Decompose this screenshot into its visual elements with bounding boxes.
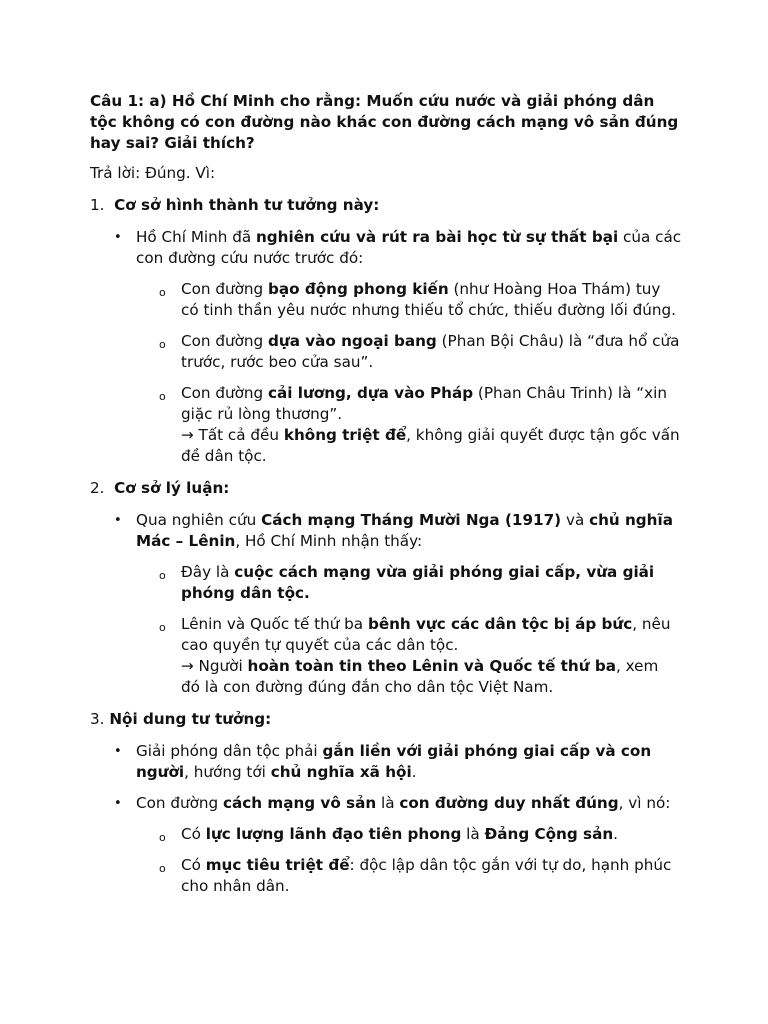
question-line: Câu 1: a) Hồ Chí Minh cho rằng: Muốn cứu nước và giải phóng dân [90, 92, 655, 110]
circle-bullet-icon: o [159, 286, 166, 299]
sub-item: o Lênin và Quốc tế thứ ba bênh vực các dân tộc bị áp bức, nêu cao quyền tự quyết của các dân tộc. → Người hoàn toàn tin theo Lênin và Quốc tế thứ ba, xem đó là con đường đúng đắn cho dân tộc Việt Nam. [159, 615, 671, 696]
section-number: 2. [90, 479, 105, 497]
sub-list [136, 562, 690, 698]
circle-bullet-icon: o [159, 831, 166, 844]
sub-item: o Đây là cuộc cách mạng vừa giải phóng giai cấp, vừa giải phóng dân tộc. [159, 563, 655, 602]
circle-bullet-icon: o [159, 390, 166, 403]
section-2 [90, 478, 690, 698]
sub-item: o Con đường bạo động phong kiến (như Hoàng Hoa Thám) tuy có tinh thần yêu nước nhưng thiếu tổ chức, thiếu đường lối đúng. [159, 280, 676, 319]
bullet-icon: • [114, 230, 122, 245]
sub-item: o Con đường dựa vào ngoại bang (Phan Bội Châu) là “đưa hổ cửa trước, rước beo cửa sau”. [159, 332, 680, 371]
bullet-icon: • [114, 796, 122, 811]
bullet-icon: • [114, 744, 122, 759]
answer-text: Trả lời: Đúng. Vì: [90, 164, 216, 182]
sub-item: o Có lực lượng lãnh đạo tiên phong là Đảng Cộng sản. [181, 824, 690, 845]
section-heading [90, 195, 690, 216]
section-3 [90, 709, 690, 897]
sub-item: o Con đường cải lương, dựa vào Pháp (Phan Châu Trinh) là “xin giặc rủ lòng thương”. → Tất cả đều không triệt để, không giải quyết được tận gốc vấn đề dân tộc. [159, 384, 680, 465]
list-item: • Giải phóng dân tộc phải gắn liền với giải phóng giai cấp và con người, hướng tới chủ nghĩa xã hội. [114, 742, 652, 781]
section-title: Cơ sở lý luận: [114, 479, 230, 497]
list-item: • Hồ Chí Minh đã nghiên cứu và rút ra bài học từ sự thất bại của các con đường cứu nước trước đó: o Con đường bạo động phong kiến (như Hoàng Hoa Thám) tuy có tinh thần yêu nước nhưng thiếu tổ chức, thiếu đường lối đúng. o Con đường dựa vào ngoại bang (Phan Bội Châu) là “đưa hổ cửa trước, rước beo cửa sau”. o Con đường cải lương, dựa vào Pháp (Phan Châu Trinh) là “xin giặc rủ lòng thương”. → Tất cả đều không triệt để, không giải quyết được tận gốc vấn đề dân tộc. [136, 227, 690, 467]
bullet-icon: • [114, 513, 122, 528]
section-heading [90, 478, 690, 499]
section-heading [90, 709, 690, 730]
question-heading [90, 91, 690, 154]
section-number: 3. [90, 710, 105, 728]
section-title: Nội dung tư tưởng: [109, 710, 272, 728]
sub-list [136, 824, 690, 897]
bullet-list [90, 741, 690, 897]
list-item: • Con đường cách mạng vô sản là con đường duy nhất đúng, vì nó: o Có lực lượng lãnh đạo tiên phong là Đảng Cộng sản. o Có mục tiêu triệt để: độc lập dân tộc gắn với tự do, hạnh phúc cho nhân dân. [136, 793, 690, 897]
bullet-list [90, 510, 690, 698]
section-1 [90, 195, 690, 467]
question-line: tộc không có con đường nào khác con đường cách mạng vô sản đúng [90, 113, 679, 131]
circle-bullet-icon: o [159, 569, 166, 582]
sub-list [136, 279, 690, 467]
question-line: hay sai? Giải thích? [90, 134, 255, 152]
circle-bullet-icon: o [159, 621, 166, 634]
list-item: • Qua nghiên cứu Cách mạng Tháng Mười Nga (1917) và chủ nghĩa Mác – Lênin, Hồ Chí Minh nhận thấy: o Đây là cuộc cách mạng vừa giải phóng giai cấp, vừa giải phóng dân tộc. o Lênin và Quốc tế thứ ba bênh vực các dân tộc bị áp bức, nêu cao quyền tự quyết của các dân tộc. → Người hoàn toàn tin theo Lênin và Quốc tế thứ ba, xem đó là con đường đúng đắn cho dân tộc Việt Nam. [136, 510, 690, 698]
section-number: 1. [90, 196, 105, 214]
circle-bullet-icon: o [159, 862, 166, 875]
circle-bullet-icon: o [159, 338, 166, 351]
section-title: Cơ sở hình thành tư tưởng này: [114, 196, 380, 214]
bullet-list [90, 227, 690, 467]
sub-item: o Có mục tiêu triệt để: độc lập dân tộc gắn với tự do, hạnh phúc cho nhân dân. [159, 856, 672, 895]
document-page [90, 91, 690, 907]
